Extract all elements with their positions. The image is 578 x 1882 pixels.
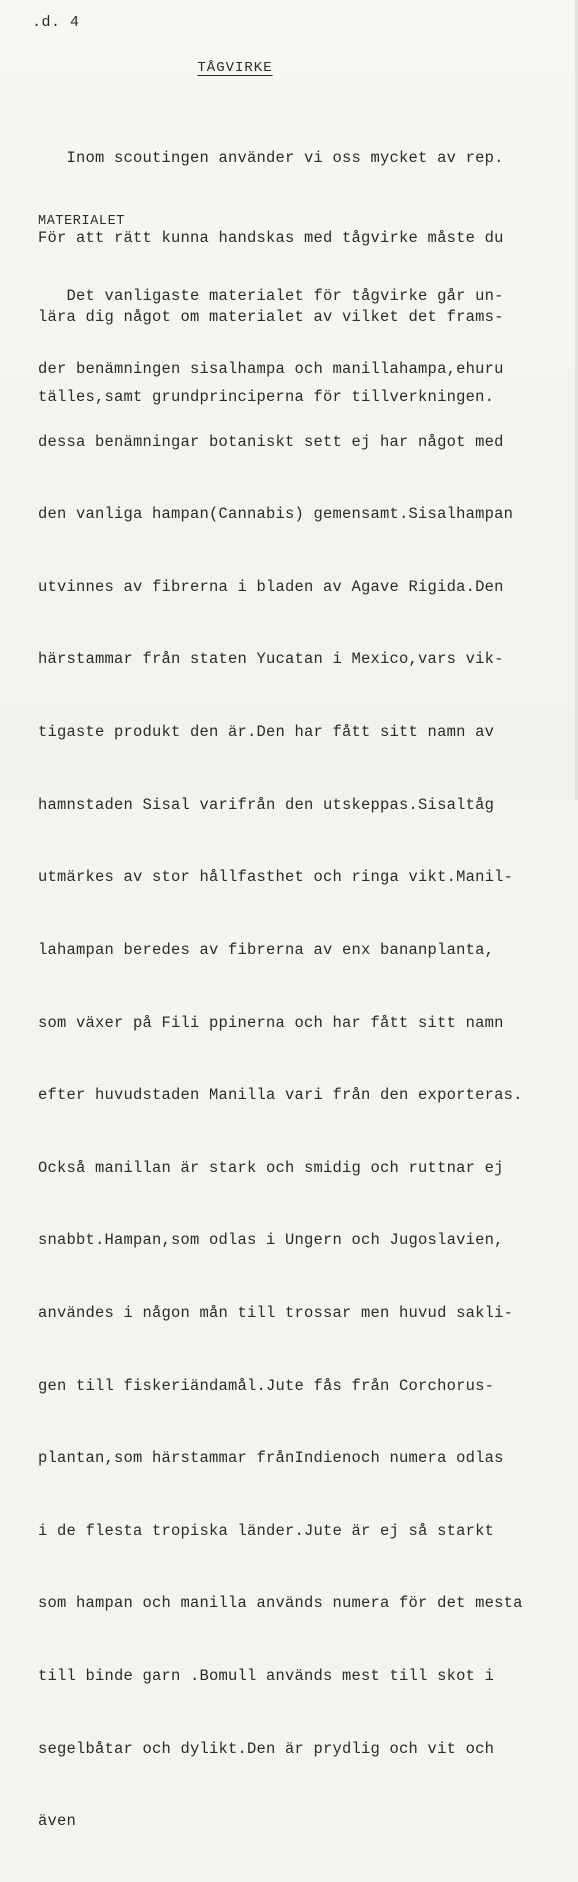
body-line: även [38, 1812, 77, 1831]
body-line: i de flesta tropiska länder.Jute är ej så starkt [38, 1521, 495, 1540]
body-line: gen till fiskeriändamål.Jute fås från Corchorus- [38, 1376, 495, 1395]
body-line: Också manillan är stark och smidig och ruttnar ej [38, 1158, 504, 1177]
body-line: till binde garn .Bomull används mest till skot i [38, 1666, 495, 1685]
body-line: segelbåtar och dylikt.Den är prydlig och vit och [38, 1739, 495, 1758]
body-line: efter huvudstaden Manilla vari från den exporteras. [38, 1086, 523, 1105]
document-title: TÅGVIRKE [197, 60, 273, 76]
body-line: lahampan beredes av fibrerna av enx bananplanta, [38, 940, 495, 959]
body-line: hamnstaden Sisal varifrån den utskeppas.Sisaltåg [38, 795, 495, 814]
page-number: .d. 4 [32, 14, 80, 31]
body-line: dessa benämningar botaniskt sett ej har något med [38, 432, 504, 451]
body-line: som hampan och manilla används numera för det mesta [38, 1594, 523, 1613]
body-line: utmärkes av stor hållfasthet och ringa vikt.Manil- [38, 868, 514, 887]
body-line: den vanliga hampan(Cannabis) gemensamt.Sisalhampan [38, 505, 514, 524]
intro-line: lära dig något om materialet av vilket det frams- [38, 308, 504, 326]
body-paragraph [38, 236, 563, 1882]
intro-line: tälles,samt grundprinciperna för tillverkningen. [38, 387, 495, 406]
intro-line: Inom scoutingen använder vi oss mycket av rep. [38, 149, 504, 167]
section-heading: MATERIALET [38, 214, 126, 229]
body-line: snabbt.Hampan,som odlas i Ungern och Jugoslavien, [38, 1231, 504, 1250]
body-line: användes i någon mån till trossar men huvud sakli- [38, 1303, 514, 1322]
body-line: plantan,som härstammar frånIndienoch numera odlas [38, 1449, 504, 1468]
body-line: härstammar från staten Yucatan i Mexico,vars vik- [38, 650, 504, 669]
intro-line: För att rätt kunna handskas med tågvirke måste du [38, 228, 504, 247]
body-line: der benämningen sisalhampa och manillahampa,ehuru [38, 360, 504, 379]
body-line: tigaste produkt den är.Den har fått sitt namn av [38, 723, 495, 742]
body-line: utvinnes av fibrerna i bladen av Agave Rigida.Den [38, 577, 504, 596]
body-line: som växer på Fili ppinerna och har fått sitt namn [38, 1013, 504, 1032]
body-line: Det vanligaste materialet för tågvirke går un- [38, 287, 504, 306]
